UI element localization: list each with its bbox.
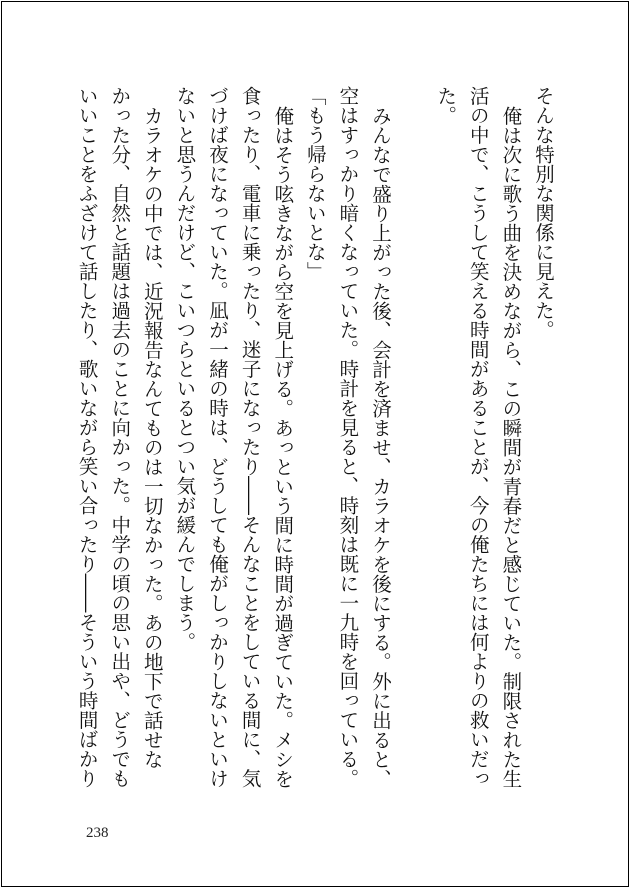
text-column: みんなで盛り上がった後、会計を済ませ、カラオケを後にする。外に出ると、 [369,105,392,788]
text-column: かった分、自然と話題は過去のことに向かった。中学の頃の思い出や、どうでも [108,86,132,788]
text-column: 俺は次に歌う曲を決めながら、この瞬間が青春だと感じていた。制限された生 [499,105,523,788]
text-column: いいことをふざけて話したり、歌いながら笑い合ったり――そういう時間ばかり [75,86,99,788]
text-column: 食ったり、電車に乗ったり、迷子になったり――そんなことをしている間に、気 [238,86,262,788]
text-column: 「もう帰らないとな」 [303,86,327,281]
text-column: 俺はそう呟きながら空を見上げる。あっという間に時間が過ぎていた。メシを [271,105,295,788]
text-column: ないと思うんだけど、こいつらといるとつい気が緩んでしまう。 [173,86,197,652]
text-column [401,86,425,796]
page-number: 238 [86,825,109,841]
text-column: 空はすっかり暗くなっていた。時計を見ると、時刻は既に一九時を回っている。 [336,86,360,788]
text-column: づけば夜になっていた。凪が一緒の時は、どうしても俺がしっかりしないといけ [206,86,229,788]
text-column: そんな特別な関係に見えた。 [532,86,555,340]
text-column: た。 [434,86,458,125]
text-column: 活の中で、こうして笑える時間があることが、今の俺たちには何よりの救いだっ [466,86,490,788]
text-column: カラオケの中では、近況報告なんてものは一切なかった。あの地下で話せな [140,105,164,769]
